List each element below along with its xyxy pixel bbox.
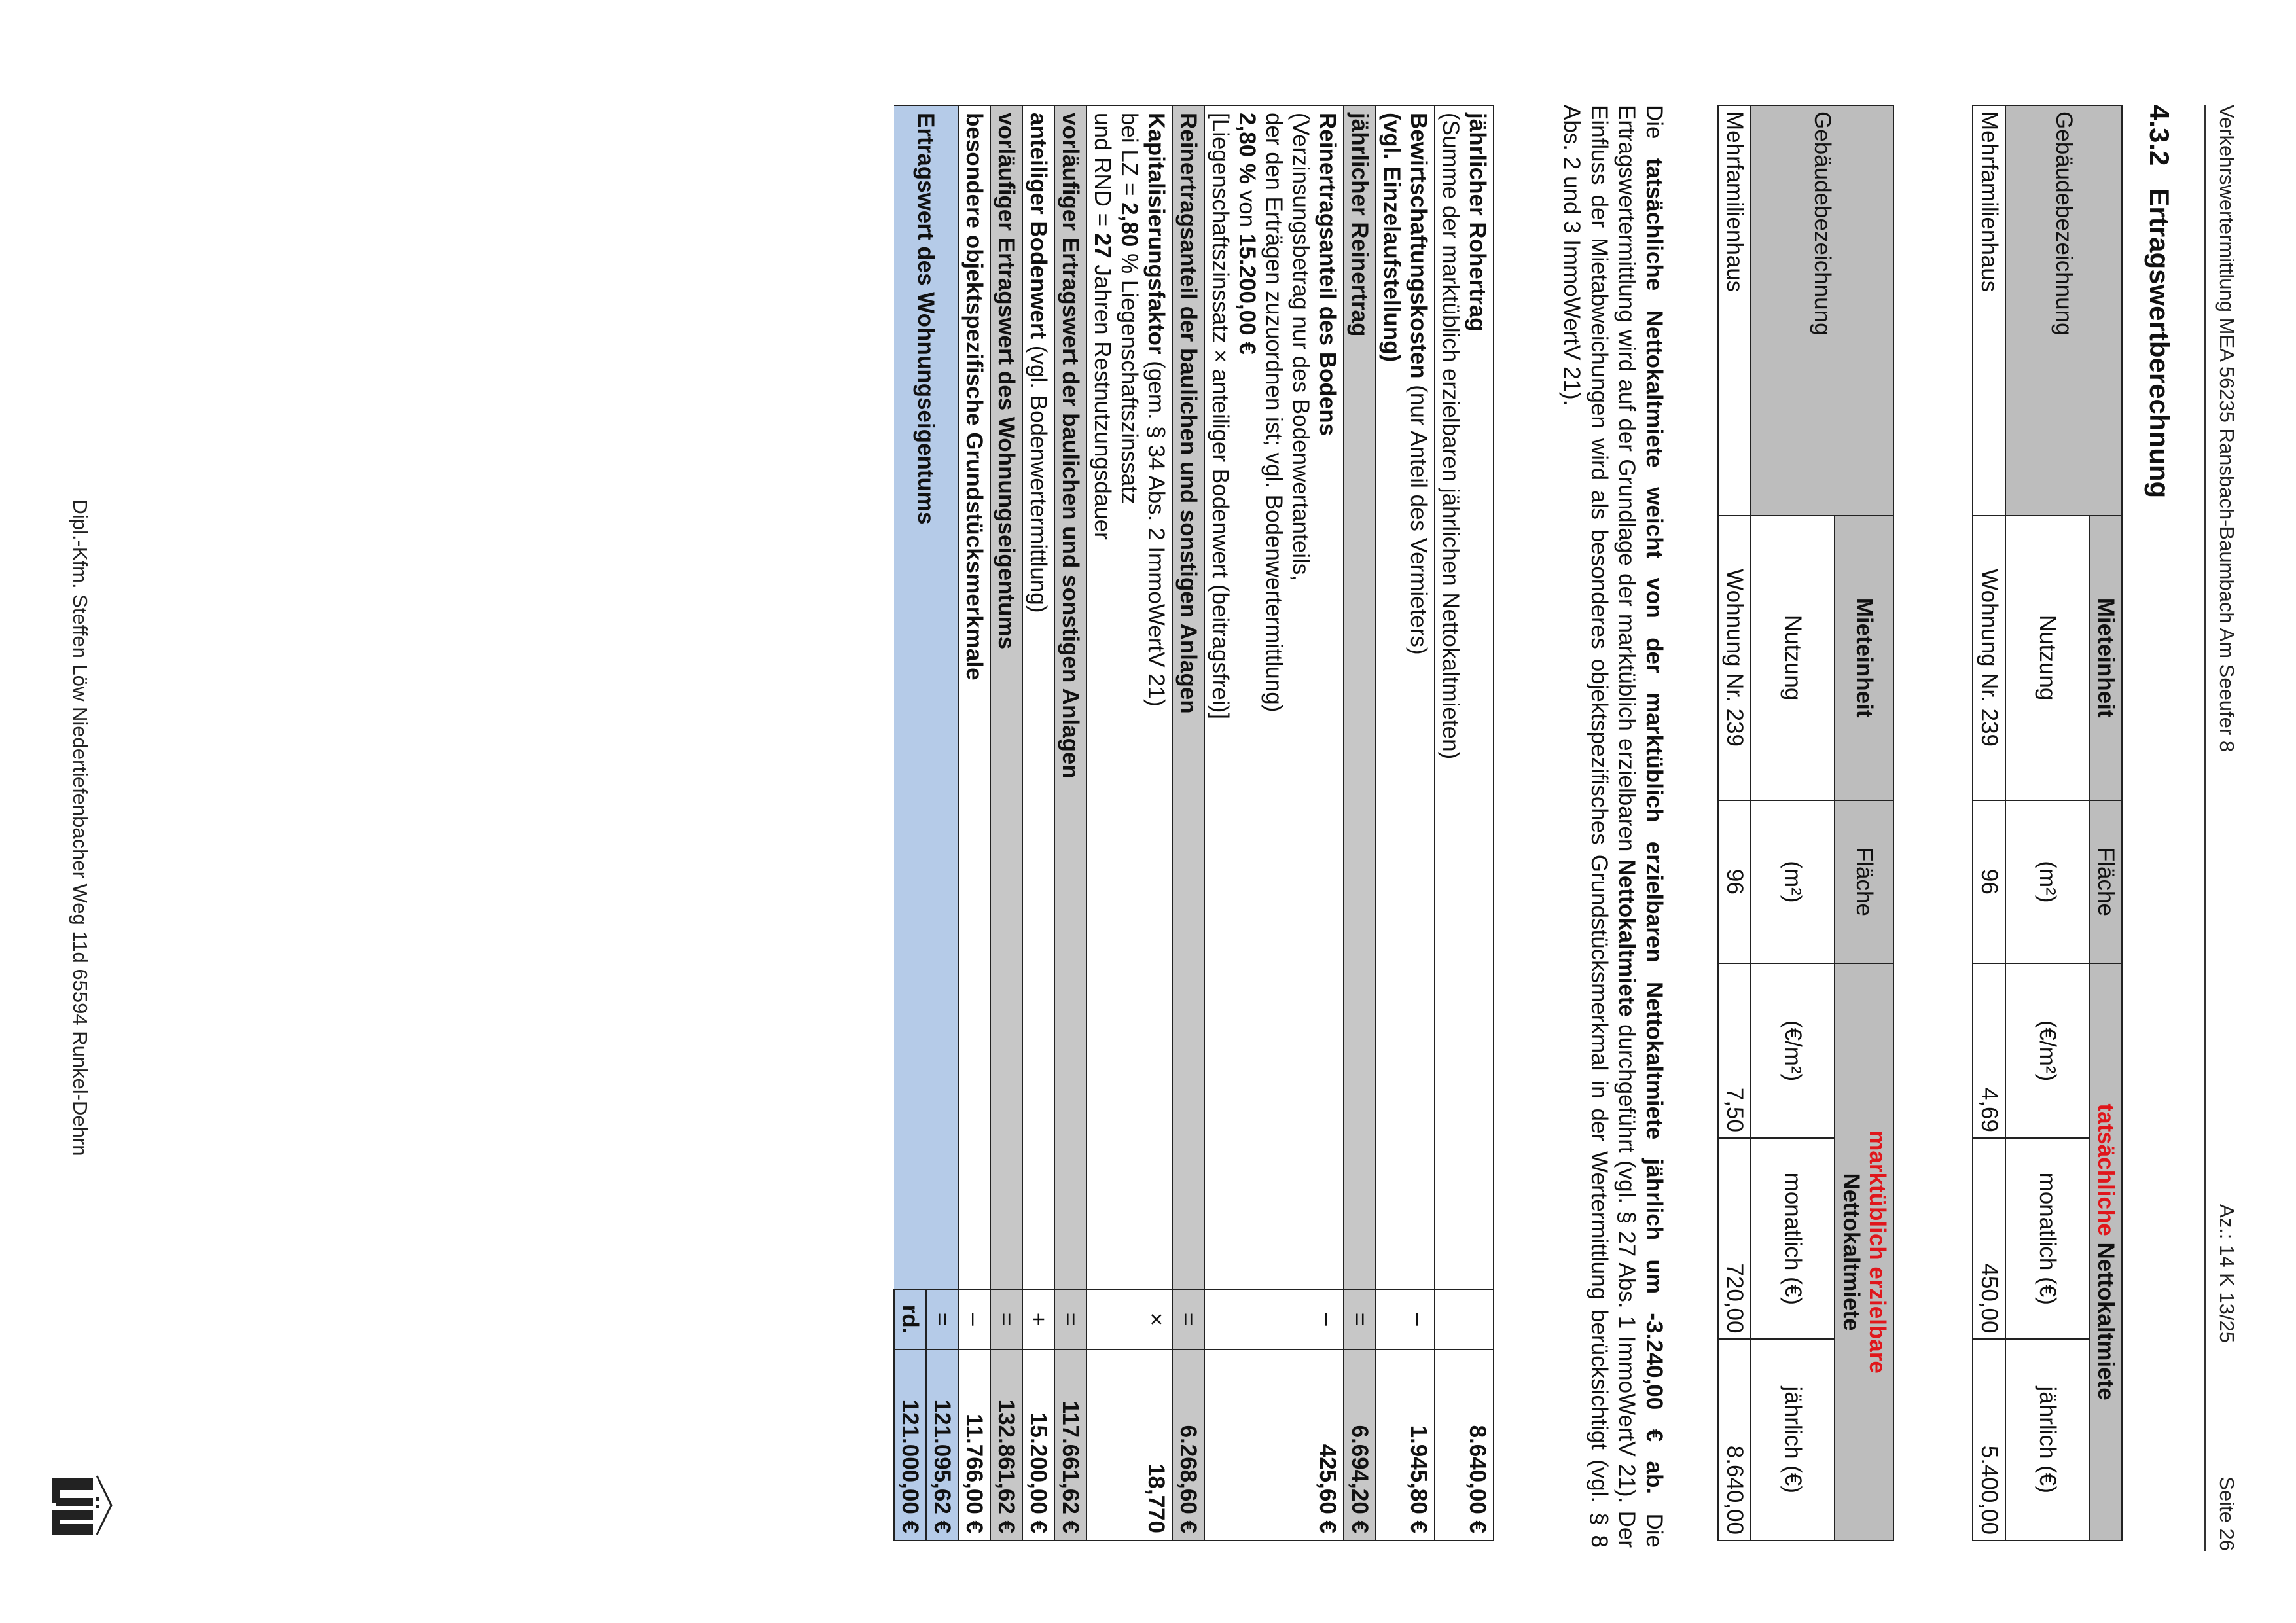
cell-building: Mehrfamilienhaus (1973, 105, 2005, 516)
land-share-sub1: (Verzinsungsbetrag nur des Bodenwertanteils, (1288, 113, 1314, 581)
factor-l3a: und RND = (1090, 113, 1115, 233)
special-op: – (958, 1289, 990, 1349)
col-header-rent (1835, 963, 1893, 1541)
header-left: Verkehrswertermittlung MEA 56235 Ransbach-Baumbach Am Seeufer 8 (2215, 105, 2238, 753)
net-op: = (1344, 1289, 1376, 1349)
rent-deviation-paragraph (1558, 105, 1668, 1548)
col-header-unit: Mieteinheit (1835, 516, 1893, 800)
land-share-sub3: [Liegenschaftszinssatz × anteiliger Bodenwert (beitragsfrei)] (1208, 113, 1233, 720)
col-header-unit: Mieteinheit (2089, 516, 2122, 800)
para-text-3: durchgeführt (vgl. § 27 Abs. 1 ImmoWertV 21). Der Einfluss der Mietabweichungen wird als besonderes objektspezifisches Grundstücksmerkmal in der Wertermittlung berücksichtigt (vgl. § 8 Abs. 2 und 3 ImmoWertV 21). (1559, 105, 1640, 1548)
rent-header-red: tatsächliche (2093, 1103, 2119, 1236)
col-header-yearly: jährlich (€) (2005, 1339, 2089, 1541)
calc-row-prelim-building (1054, 105, 1086, 1541)
col-header-yearly: jährlich (€) (1751, 1339, 1835, 1541)
calc-row-final (926, 105, 958, 1541)
col-header-area: Fläche (2089, 800, 2122, 963)
factor-value: 18,770 (1086, 1349, 1172, 1541)
prelim-total-op: = (990, 1289, 1022, 1349)
gross-value: 8.640,00 € (1435, 1349, 1494, 1541)
factor-l2c: % Liegenschaftszinssatz (1117, 247, 1142, 505)
prelim-total-label: vorläufiger Ertragswert des Wohnungseigentums (990, 105, 1022, 1289)
land-share-op: – (1204, 1289, 1344, 1349)
special-label: besondere objektspezifische Grundstücksmerkmale (958, 105, 990, 1289)
factor-op: × (1086, 1289, 1172, 1349)
col-header-building: Gebäudebezeichnung (1751, 105, 1893, 516)
table-row (1718, 105, 1751, 1541)
land-share-base: 15.200,00 € (1234, 233, 1260, 355)
building-share-label: Reinertragsanteil der baulichen und sonstigen Anlagen (1172, 105, 1204, 1289)
prelim-total-value: 132.861,62 € (990, 1349, 1022, 1541)
costs-label2: (vgl. Einzelaufstellung) (1379, 113, 1405, 363)
income-value-calculation (893, 105, 1494, 1541)
cell-building: Mehrfamilienhaus (1718, 105, 1751, 516)
calc-row-special (958, 105, 990, 1541)
final-value: 121.095,62 € (926, 1349, 958, 1541)
land-share-mid: von (1234, 183, 1260, 234)
calc-row-building-share (1172, 105, 1204, 1541)
cell-per-sqm: 7,50 (1718, 963, 1751, 1138)
page-footer: Dipl.-Kfm. Steffen Löw Niedertiefenbacher Weg 11d 65594 Runkel-Dehrn (69, 499, 92, 1156)
market-rent-table (1717, 105, 1894, 1541)
cell-usage: Wohnung Nr. 239 (1973, 516, 2005, 800)
land-value-op: + (1022, 1289, 1054, 1349)
page-header (2204, 105, 2238, 1551)
para-bold-1: tatsächliche Nettokaltmiete weicht von der marktüblich erzielbaren Nettokaltmiete jährlich um -3.240,00 € ab. (1641, 158, 1667, 1495)
col-header-monthly: monatlich (€) (2005, 1138, 2089, 1339)
para-text-1: Die (1641, 105, 1667, 158)
costs-label-rest: (nur Anteil des Vermieters) (1406, 378, 1431, 655)
net-value: 6.694,20 € (1344, 1349, 1376, 1541)
land-value-label-rest: (vgl. Bodenwertermittlung) (1026, 339, 1051, 613)
factor-label-rest: (gem. § 34 Abs. 2 ImmoWertV 21) (1143, 354, 1169, 707)
col-header-per-sqm: (€/m²) (1751, 963, 1835, 1138)
col-header-monthly: monatlich (€) (1751, 1138, 1835, 1339)
col-header-area-unit: (m²) (1751, 800, 1835, 963)
land-value-label: anteiliger Bodenwert (1026, 113, 1051, 340)
cell-usage: Wohnung Nr. 239 (1718, 516, 1751, 800)
col-header-rent (2089, 963, 2122, 1541)
calc-row-prelim-total (990, 105, 1022, 1541)
factor-l3b: 27 (1090, 232, 1115, 259)
factor-l2a: bei LZ = (1117, 113, 1142, 203)
loew-logo-icon (45, 1469, 117, 1541)
col-header-usage: Nutzung (1751, 516, 1835, 800)
cell-monthly: 450,00 (1973, 1138, 2005, 1339)
para-text-2: Die Ertragswertermittlung wird auf der Grundlage der marktüblich erzielbaren (1614, 105, 1667, 1548)
cell-area: 96 (1718, 800, 1751, 963)
cell-yearly: 8.640,00 (1718, 1339, 1751, 1541)
net-label: jährlicher Reinertrag (1344, 105, 1376, 1289)
calc-row-land-share (1204, 105, 1344, 1541)
building-share-value: 6.268,60 € (1172, 1349, 1204, 1541)
col-header-area-unit: (m²) (2005, 800, 2089, 963)
prelim-building-value: 117.661,62 € (1054, 1349, 1086, 1541)
calc-row-factor (1086, 105, 1172, 1541)
rent-header-rest: Nettokaltmiete (1839, 1173, 1864, 1331)
prelim-building-op: = (1054, 1289, 1086, 1349)
header-page: Seite 26 (2215, 1476, 2238, 1551)
costs-value: 1.945,80 € (1376, 1349, 1435, 1541)
header-az: Az.: 14 K 13/25 (2215, 1204, 2238, 1343)
gross-label: jährlicher Rohertrag (1465, 113, 1490, 332)
costs-label: Bewirtschaftungskosten (1406, 113, 1431, 379)
cell-area: 96 (1973, 800, 2005, 963)
rent-header-red: marktüblich erzielbare (1865, 1130, 1890, 1374)
factor-label: Kapitalisierungsfaktor (1143, 113, 1169, 355)
calc-row-costs (1376, 105, 1435, 1541)
cell-yearly: 5.400,00 (1973, 1339, 2005, 1541)
rent-header-rest: Nettokaltmiete (2093, 1236, 2119, 1400)
land-share-value: 425,60 € (1204, 1349, 1344, 1541)
land-share-label: Reinertragsanteil des Bodens (1315, 113, 1340, 437)
section-title (2144, 105, 2175, 498)
land-share-sub2: der den Erträgen zuzuordnen ist; vgl. Bodenwertermittlung) (1261, 113, 1287, 713)
calc-row-gross (1435, 105, 1494, 1541)
calc-row-net (1344, 105, 1376, 1541)
actual-rent-table (1972, 105, 2123, 1541)
land-value-value: 15.200,00 € (1022, 1349, 1054, 1541)
section-number: 4.3.2 (2144, 105, 2175, 166)
section-title-text: Ertragswertberechnung (2144, 188, 2175, 499)
final-label: Ertragswert des Wohnungseigentums (894, 105, 958, 1289)
final-op: = (926, 1289, 958, 1349)
land-share-rate: 2,80 % (1234, 113, 1260, 184)
cell-monthly: 720,00 (1718, 1138, 1751, 1339)
col-header-usage: Nutzung (2005, 516, 2089, 800)
final-op2: rd. (894, 1289, 926, 1349)
costs-op: – (1376, 1289, 1435, 1349)
gross-sub: (Summe der marktüblich erzielbaren jährlichen Nettokaltmieten) (1438, 113, 1463, 760)
para-bold-2: Nettokaltmiete (1614, 859, 1640, 1017)
cell-per-sqm: 4,69 (1973, 963, 2005, 1138)
col-header-area: Fläche (1835, 800, 1893, 963)
factor-l2b: 2,80 (1117, 202, 1142, 247)
final-value2: 121.000,00 € (894, 1349, 926, 1541)
special-value: 11.766,00 € (958, 1349, 990, 1541)
prelim-building-label: vorläufiger Ertragswert der baulichen und sonstigen Anlagen (1054, 105, 1086, 1289)
factor-l3c: Jahren Restnutzungsdauer (1090, 258, 1115, 540)
building-share-op: = (1172, 1289, 1204, 1349)
col-header-building: Gebäudebezeichnung (2005, 105, 2122, 516)
calc-row-land-value (1022, 105, 1054, 1541)
col-header-per-sqm: (€/m²) (2005, 963, 2089, 1138)
table-row (1973, 105, 2005, 1541)
